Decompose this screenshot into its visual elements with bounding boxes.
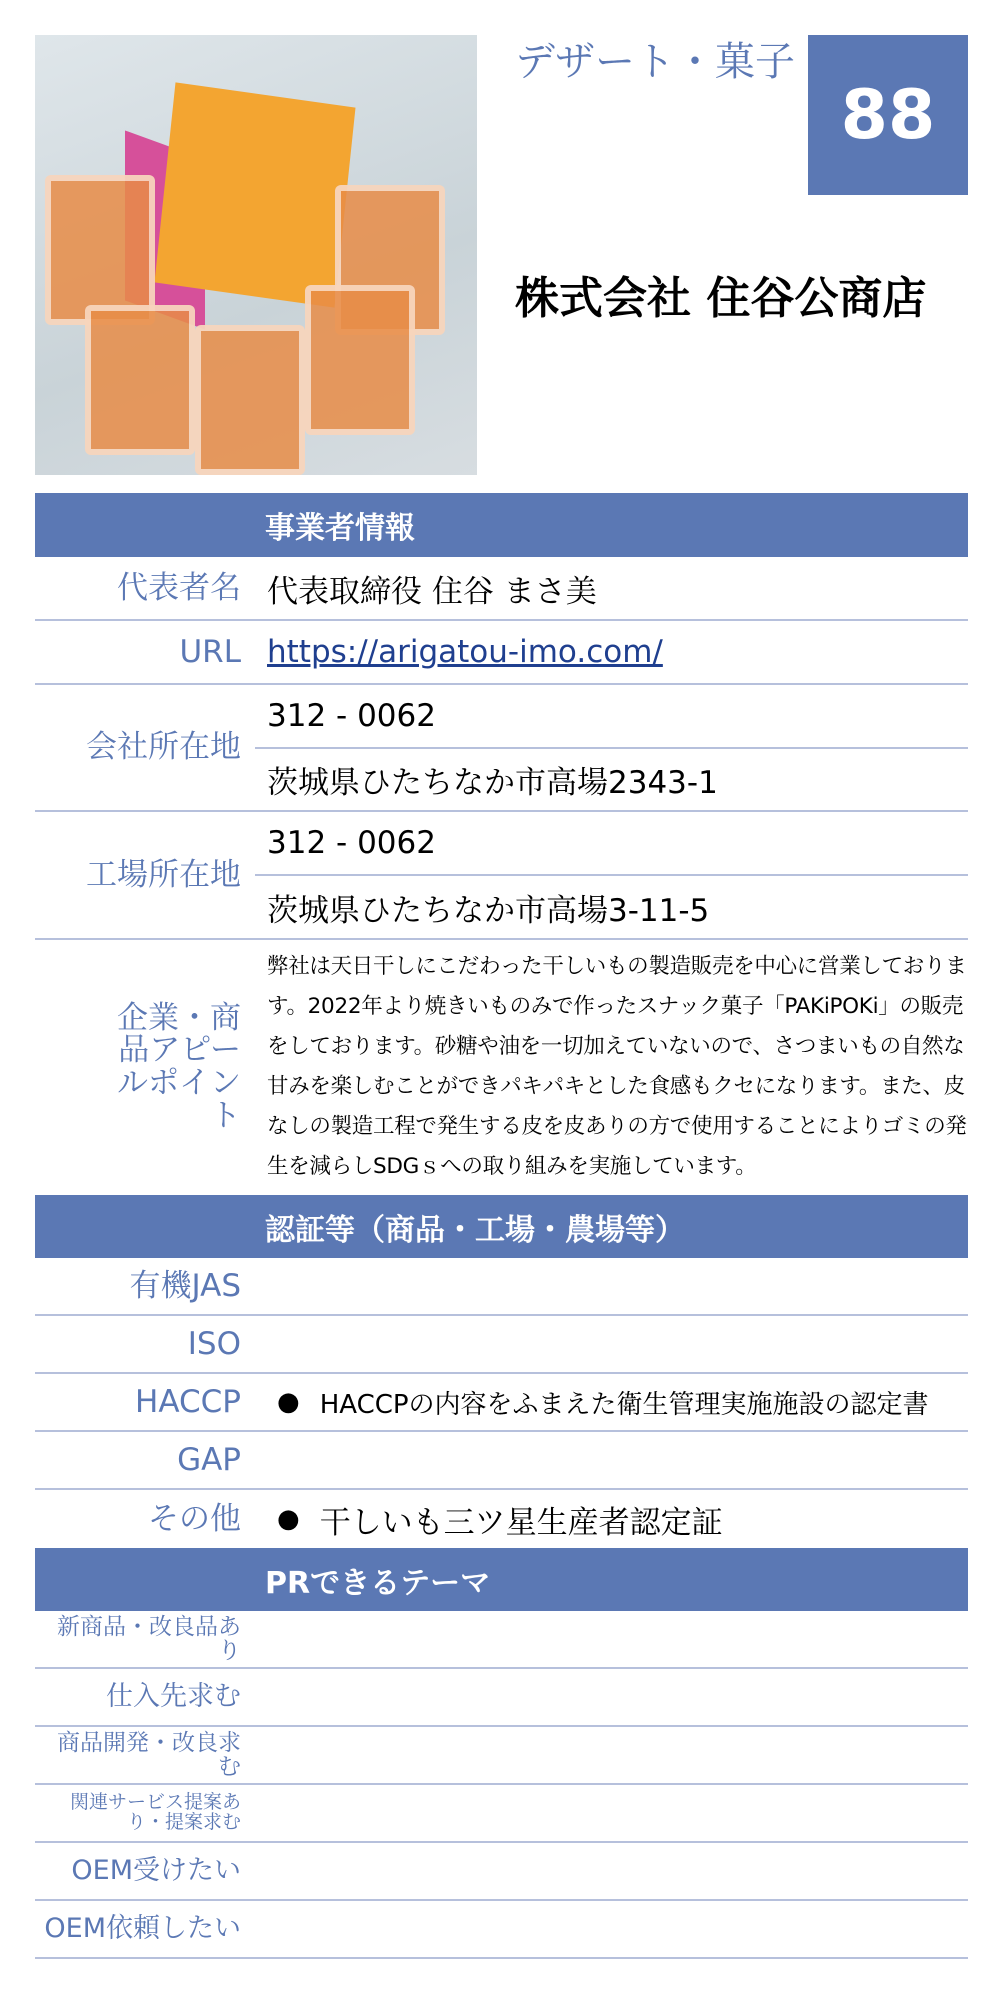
product-bag — [45, 175, 155, 325]
product-photo — [35, 35, 477, 475]
bullet-icon: ● — [277, 1504, 300, 1534]
row-label: 有機JAS — [129, 1267, 241, 1304]
pr-row — [35, 1843, 968, 1901]
row-value: 代表取締役 住谷 まさ美 — [267, 573, 597, 610]
row-factory-address — [35, 812, 968, 940]
row-label: URL — [179, 633, 241, 670]
row-label: 仕入先求む — [106, 1680, 241, 1712]
cert-row — [35, 1316, 968, 1374]
row-label: ISO — [187, 1325, 241, 1362]
appeal-text: 弊社は天日干しにこだわった干しいもの製造販売を中心に営業しております。2022年より焼きいものみで作ったスナック菓子「PAKiPOKi」の販売をしております。砂糖や油を一切加えていないので、さつまいもの自然な甘みを楽しむことができパキパキとした食感もクセになります。また、皮なしの製造工程で発生する皮を皮ありの方で使用することによりゴミの発生を減らしSDGｓへの取り組みを実施しています。 — [267, 954, 967, 1179]
product-bag — [85, 305, 195, 455]
business-info-table — [35, 493, 968, 1194]
cert-row — [35, 1258, 968, 1316]
row-label: 関連サービス提案あり・提案求む — [69, 1791, 241, 1833]
pr-row — [35, 1669, 968, 1727]
pr-row — [35, 1901, 968, 1959]
row-value: HACCPの内容をふまえた衛生管理実施施設の認定書 — [319, 1389, 929, 1420]
pr-row — [35, 1611, 968, 1669]
product-box — [154, 82, 355, 307]
row-url — [35, 621, 968, 685]
pr-row — [35, 1785, 968, 1843]
company-name: 株式会社 住谷公商店 — [515, 273, 927, 324]
pr-row — [35, 1727, 968, 1785]
row-label: HACCP — [135, 1383, 241, 1420]
row-label: 企業・商品アピールポイント — [117, 999, 241, 1134]
row-office-address — [35, 685, 968, 812]
row-label: OEM依頼したい — [44, 1912, 241, 1944]
pr-theme-table — [35, 1548, 968, 1959]
website-link[interactable]: https://arigatou-imo.com/ — [267, 634, 663, 670]
product-bag — [305, 285, 415, 435]
zip: 312 - 0062 — [255, 812, 968, 876]
row-label: 代表者名 — [117, 569, 241, 606]
row-appeal — [35, 940, 968, 1194]
entry-number: 88 — [808, 35, 968, 195]
section-header: 認証等（商品・工場・農場等） — [35, 1195, 968, 1258]
product-bag — [195, 325, 305, 475]
row-label: 会社所在地 — [86, 729, 241, 766]
row-representative — [35, 557, 968, 621]
row-label: OEM受けたい — [71, 1854, 241, 1886]
certification-table — [35, 1195, 968, 1548]
cert-row — [35, 1432, 968, 1490]
row-value: 干しいも三ツ星生産者認定証 — [319, 1504, 723, 1541]
row-label: その他 — [148, 1500, 241, 1537]
row-label: 新商品・改良品あり — [57, 1613, 241, 1664]
bullet-icon: ● — [277, 1387, 300, 1417]
zip: 312 - 0062 — [255, 685, 968, 749]
row-label: 商品開発・改良求む — [57, 1729, 241, 1780]
row-label: 工場所在地 — [86, 856, 241, 893]
cert-row — [35, 1374, 968, 1432]
address: 茨城県ひたちなか市高場3-11-5 — [267, 892, 710, 929]
address: 茨城県ひたちなか市高場2343-1 — [267, 764, 718, 801]
row-label: GAP — [177, 1441, 241, 1478]
section-header: PRできるテーマ — [35, 1548, 968, 1611]
cert-row — [35, 1490, 968, 1548]
section-header: 事業者情報 — [35, 493, 968, 557]
category-label: デザート・菓子 — [515, 39, 795, 85]
